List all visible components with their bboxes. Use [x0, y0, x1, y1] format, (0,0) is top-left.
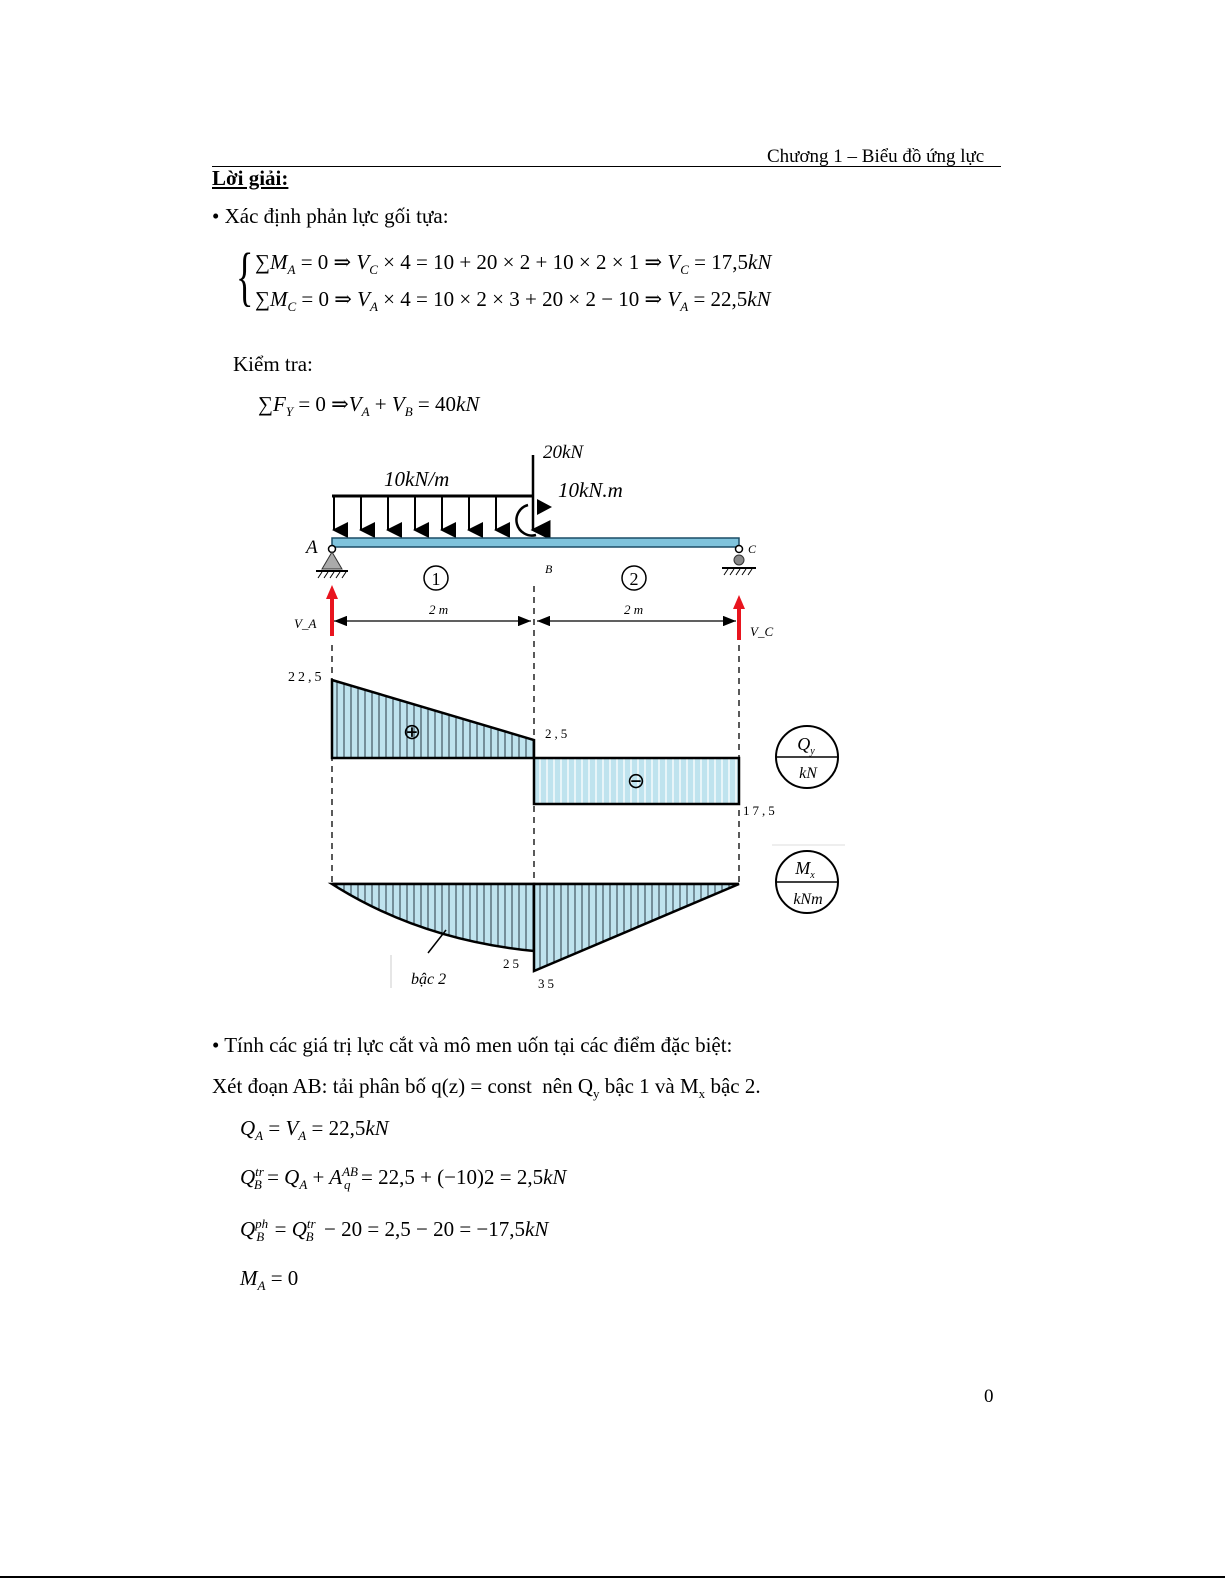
equation-moment-c: $\sum M_C = 0$ ⇒ $V_A \times 4 = 10 \times 2 \times 3 + 20 \times 2 - 10$ ⇒ $V_A = 22,5kN$	[255, 287, 771, 315]
moment-value-b-right: 35	[538, 976, 557, 991]
result-qb-right: $Q^{ph}_B = Q^{tr}_B - 20 = 2,5 - 20 = -17,5kN$	[240, 1216, 549, 1245]
check-equation: $\sum F_Y = 0$ $\Rightarrow V_A + V_B = 40kN$	[258, 392, 480, 420]
shear-sign-positive: ⊕	[402, 719, 422, 744]
moment-unit: kNm	[793, 891, 823, 908]
reaction-c-label: V_C	[750, 624, 774, 639]
page-bottom-rule	[0, 1576, 1225, 1578]
point-a-label: A	[306, 537, 318, 558]
shear-diagram-segment-1	[332, 680, 534, 758]
step-internal-forces: • Tính các giá trị lực cắt và mô men uốn tại các điểm đặc biệt:	[212, 1033, 733, 1057]
result-ma: $M_A = 0$	[240, 1266, 299, 1294]
moment-note-leader	[428, 930, 446, 953]
shear-value-a: 22,5	[288, 670, 325, 685]
moment-arrowhead	[537, 499, 552, 515]
result-qa: $Q_A = V_A = 22,5kN$	[240, 1116, 389, 1144]
shear-unit: kN	[799, 765, 817, 782]
point-b-label: B	[545, 562, 553, 576]
moment-label: 10kN.m	[558, 478, 623, 502]
distributed-load-label: 10kN/m	[384, 467, 450, 491]
force-label: 20kN	[543, 442, 584, 463]
reaction-a-label: V_A	[294, 616, 317, 631]
distributed-load	[332, 496, 533, 530]
shear-sign-negative: ⊖	[626, 768, 646, 793]
support-a	[316, 546, 348, 579]
span-1-label: 2 m	[429, 602, 449, 617]
check-label: Kiểm tra:	[233, 352, 313, 376]
chapter-header: Chương 1 – Biểu đồ ứng lực	[767, 146, 985, 167]
moment-note: bậc 2	[411, 971, 447, 988]
segment-ab-note: Xét đoạn AB: tải phân bố q(z) = const nên $Q_y$ bậc 1 và $M_x$ bậc 2.	[212, 1074, 761, 1102]
result-qb-left: $Q^{tr}_B = Q_A + A^{AB}_q = 22,5 + (-10)2 = 2,5kN$	[240, 1164, 567, 1193]
svg-text:Qy: $Q_y$	[797, 734, 815, 757]
equation-brace: {	[236, 240, 254, 313]
solution-title: Lời giải:	[212, 166, 289, 190]
reaction-c-arrowhead	[733, 595, 745, 609]
shear-value-b-left: 2,5	[545, 726, 571, 741]
page-number: 0	[984, 1386, 994, 1407]
segment-2-label: 2	[629, 569, 639, 589]
equation-moment-a: $\sum M_A = 0$ ⇒ $V_C \times 4 = 10 + 20 \times 2 + 10 \times 2 \times 1$ ⇒ $V_C = 17,5kN$	[255, 250, 772, 278]
reaction-a-arrowhead	[326, 585, 338, 599]
span-2-label: 2 m	[624, 602, 644, 617]
svg-text:Mx: $M_x$	[795, 858, 815, 881]
moment-diagram-segment-1	[332, 884, 534, 951]
shear-diagram-label	[776, 726, 838, 788]
step-reactions: • Xác định phản lực gối tựa:	[212, 204, 449, 228]
moment-value-b-left: 25	[503, 956, 522, 971]
beam	[332, 538, 739, 547]
moment-diagram-segment-2	[534, 884, 739, 971]
shear-value-c: 17,5	[743, 803, 778, 818]
point-c-label: C	[748, 542, 757, 556]
moment-diagram-label	[772, 845, 845, 913]
segment-1-label: 1	[431, 569, 441, 589]
